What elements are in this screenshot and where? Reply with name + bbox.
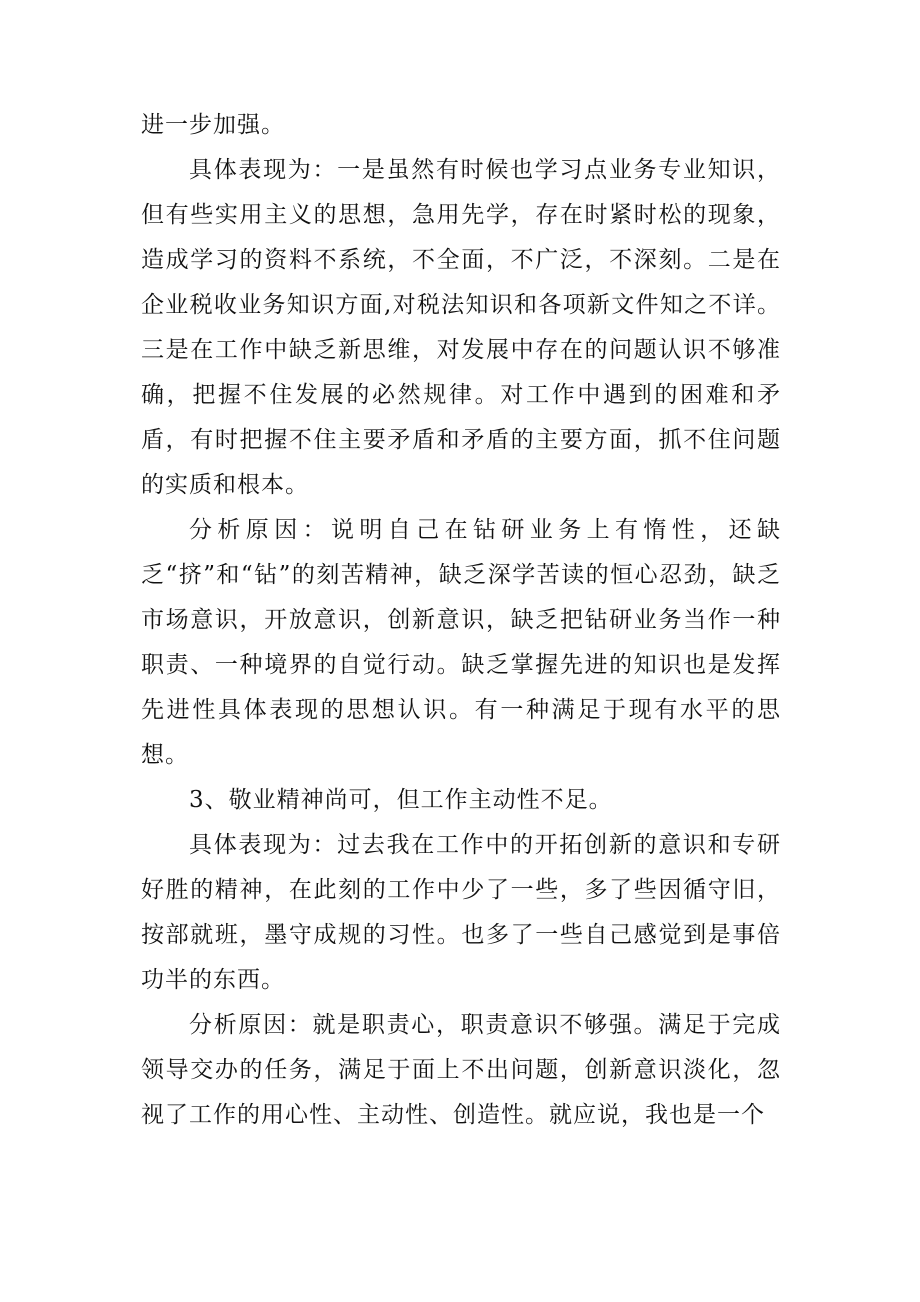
paragraph-continuation: 进一步加强。 bbox=[141, 112, 285, 138]
paragraph-analysis-1: 分析原因：说明自己在钻研业务上有惰性，还缺乏“挤”和“钻”的刻苦精神，缺乏深学苦读的恒心忍劲，缺乏市场意识，开放意识，创新意识，缺乏把钻研业务当作一种职责、一种境界的自觉行动。缺乏掌握先进的知识也是发挥先进性具体表现的思想认识。有一种满足于现有水平的思想。 bbox=[141, 517, 781, 768]
paragraph-analysis-2: 分析原因：就是职责心，职责意识不够强。满足于完成领导交办的任务，满足于面上不出问题，创新意识淡化，忽视了工作的用心性、主动性、创造性。就应说，我也是一个 bbox=[141, 1012, 781, 1128]
document-body bbox=[141, 103, 781, 1138]
paragraph-manifestation-2: 具体表现为：过去我在工作中的开拓创新的意识和专研好胜的精神，在此刻的工作中少了一些，多了些因循守旧，按部就班，墨守成规的习性。也多了一些自己感觉到是事倍功半的东西。 bbox=[141, 832, 781, 993]
paragraph-manifestation-1: 具体表现为：一是虽然有时候也学习点业务专业知识，但有些实用主义的思想，急用先学，存在时紧时松的现象，造成学习的资料不系统，不全面，不广泛，不深刻。二是在企业税收业务知识方面,对税法知识和各项新文件知之不详。三是在工作中缺乏新思维，对发展中存在的问题认识不够准确，把握不住发展的必然规律。对工作中遇到的困难和矛盾，有时把握不住主要矛盾和矛盾的主要方面，抓不住问题的实质和根本。 bbox=[141, 157, 781, 498]
paragraph-heading-3: 3、敬业精神尚可，但工作主动性不足。 bbox=[189, 787, 613, 813]
